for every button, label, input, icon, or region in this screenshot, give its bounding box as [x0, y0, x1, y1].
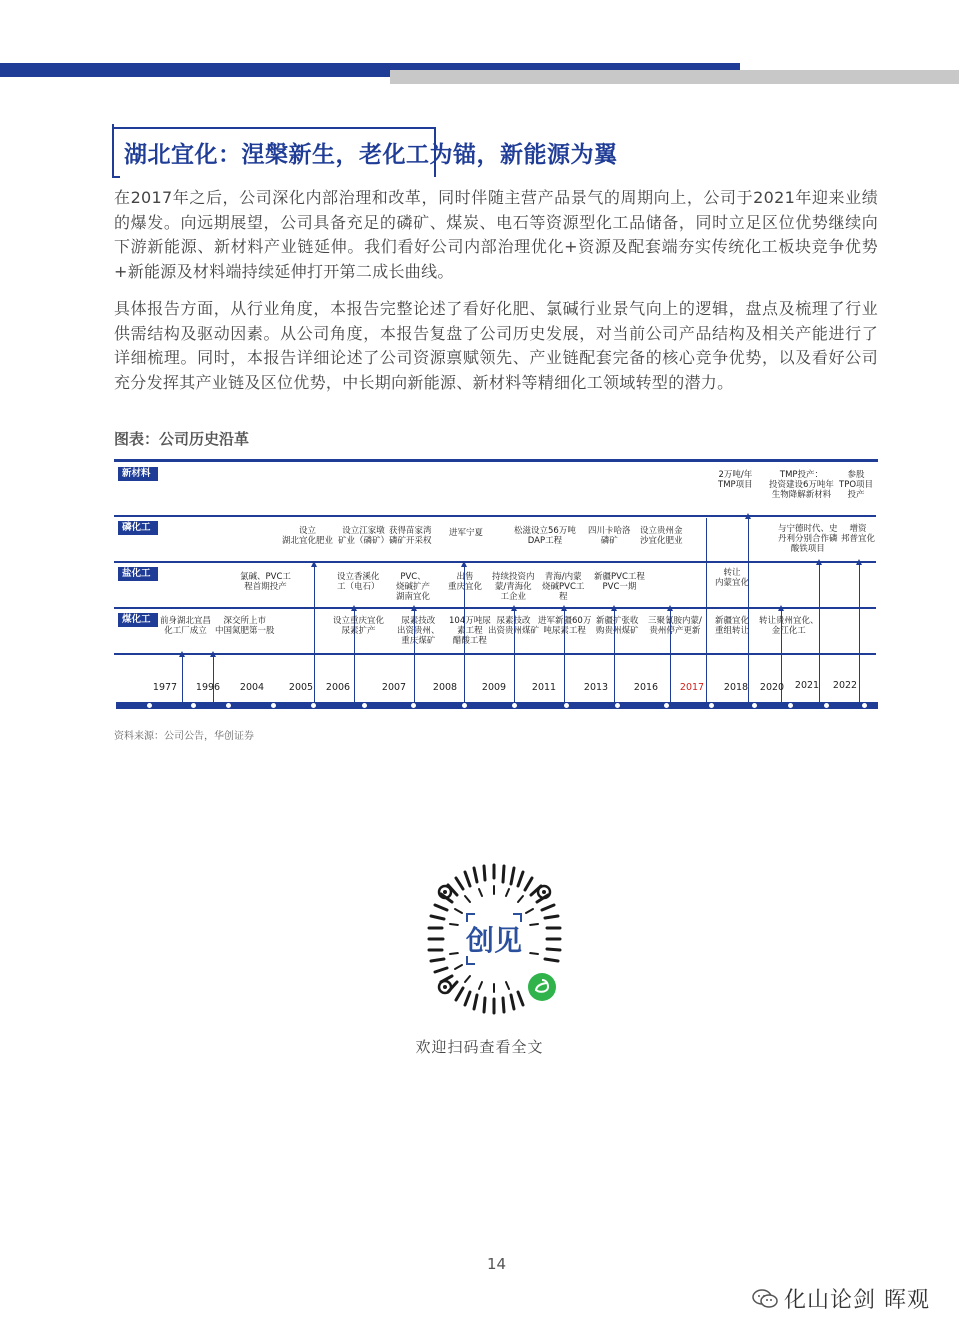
event-salt-3: PVC、 烧碱扩产 湖南宜化 [396, 572, 431, 602]
year-label: 2006 [325, 682, 351, 693]
year-label: 2011 [531, 682, 557, 693]
year-label-highlight: 2017 [679, 682, 705, 693]
event-salt-7: 新疆PVC工程 PVC一期 [594, 572, 645, 592]
year-label: 2020 [759, 682, 785, 693]
event-coal-10: 新疆宜化 重组转让 [715, 616, 750, 636]
category-salt: 盐化工 [118, 567, 158, 581]
event-coal-11: 转让贵州宜化、 金江化工 [759, 616, 819, 636]
event-coal-8: 新疆扩张收 购贵州煤矿 [596, 616, 639, 636]
title-frame-corner [112, 124, 120, 178]
event-new-materials-2: TMP投产： 投资建设6万吨年 生物降解新材料 [769, 470, 834, 500]
year-label: 2018 [723, 682, 749, 693]
timeline-dot [511, 702, 518, 709]
year-label: 2005 [288, 682, 314, 693]
mini-program-icon [528, 973, 556, 1001]
event-phosphorus-4: 进军宁夏 [449, 528, 484, 538]
event-salt-8: 转让 内蒙宜化 [715, 568, 750, 588]
event-phosphorus-6: 四川卡哈洛 磷矿 [588, 526, 631, 546]
event-salt-4: 出售 重庆宜化 [448, 572, 483, 592]
year-label: 1977 [152, 682, 178, 693]
category-new-materials: 新材料 [118, 467, 158, 481]
timeline-dot [361, 702, 368, 709]
event-coal-6: 尿素技改 出资贵州煤矿 [488, 616, 540, 636]
event-coal-5: 104万吨尿 素工程 醋酸工程 [449, 616, 491, 646]
qr-code[interactable] [417, 862, 572, 1017]
timeline-dot [146, 702, 153, 709]
timeline-dot [787, 702, 794, 709]
event-new-materials-3: 参股 TPO项目 投产 [839, 470, 874, 500]
event-coal-1: 前身湖北宜昌 化工厂成立 [160, 616, 212, 636]
timeline-arrow [748, 518, 749, 702]
row-divider [114, 607, 876, 609]
qr-caption: 欢迎扫码查看全文 [415, 1038, 544, 1056]
event-phosphorus-8: 与宁德时代、史 丹利分别合作磷 酸铁项目 [778, 524, 838, 554]
event-salt-1: 氯碱、PVC工 程首期投产 [240, 572, 291, 592]
year-label: 2016 [633, 682, 659, 693]
event-coal-7: 进军新疆60万 吨尿素工程 [538, 616, 592, 636]
event-salt-6: 青海/内蒙 烧碱PVC工 程 [542, 572, 585, 602]
event-phosphorus-5: 松滋设立56万吨 DAP工程 [514, 526, 576, 546]
timeline-dot [614, 702, 621, 709]
timeline-dot [270, 702, 277, 709]
timeline-dot [663, 702, 670, 709]
page-number: 14 [486, 1255, 507, 1273]
period-divider [706, 518, 707, 702]
year-label: 2021 [794, 680, 820, 691]
figure-title: 图表：公司历史沿革 [114, 430, 250, 448]
year-label: 2004 [239, 682, 265, 693]
event-phosphorus-2: 设立江家墩 矿业（磷矿） [338, 526, 390, 546]
year-label: 1996 [195, 682, 221, 693]
paragraph-2: 具体报告方面，从行业角度，本报告完整论述了看好化肥、氯碱行业景气向上的逻辑，盘点及梳理了行业供需结构及驱动因素。从公司角度，本报告复盘了公司历史发展，对当前公司产品结构及相关产能进行了详细梳理。同时，本报告详细论述了公司资源禀赋领先、产业链配套完备的核心竞争优势，以及看好公司充分发挥其产业链及区位优势，中长期向新能源、新材料等精细化工领域转型的潜力。 [114, 299, 878, 392]
timeline-dot [708, 702, 715, 709]
row-divider [114, 653, 876, 655]
row-divider [114, 515, 876, 517]
category-coal: 煤化工 [118, 613, 158, 627]
timeline-arrow [182, 656, 183, 702]
figure-source: 资料来源：公司公告，华创证券 [114, 731, 254, 742]
chart-frame-top [114, 459, 878, 462]
event-new-materials-1: 2万吨/年 TMP项目 [718, 470, 753, 490]
timeline-dot [310, 702, 317, 709]
qr-logo-text: 创见 [465, 924, 523, 957]
year-label: 2007 [381, 682, 407, 693]
header-bar-gray [390, 70, 959, 84]
qr-code-graphic [417, 862, 572, 1017]
category-phosphorus: 磷化工 [118, 521, 158, 535]
event-coal-9: 三聚氰胺内蒙/ 贵州停产更新 [648, 616, 702, 636]
timeline-dot [225, 702, 232, 709]
timeline-dot [410, 702, 417, 709]
section-title: 湖北宜化：涅槃新生，老化工为锚，新能源为翼 [124, 142, 618, 168]
event-salt-2: 设立香溪化 工（电石） [337, 572, 380, 592]
watermark [752, 1283, 930, 1314]
event-phosphorus-9: 增资 邦普宜化 [841, 524, 876, 544]
year-label: 2008 [432, 682, 458, 693]
event-phosphorus-1: 设立 湖北宜化肥业 [282, 526, 334, 546]
paragraph-1: 在2017年之后，公司深化内部治理和改革，同时伴随主营产品景气的周期向上，公司于2021年迎来业绩的爆发。向远期展望，公司具备充足的磷矿、煤炭、电石等资源型化工品储备，同时立足区位优势继续向下游新能源、新材料产业链延伸。我们看好公司内部治理优化+资源及配套端夯实传统化工板块竞争优势+新能源及材料端持续延伸打开第二成长曲线。 [114, 188, 878, 281]
event-coal-3: 设立重庆宜化 尿素扩产 [333, 616, 385, 636]
timeline-dot [823, 702, 830, 709]
history-timeline-chart [114, 456, 879, 714]
event-phosphorus-7: 设立贵州金 沙宜化肥业 [640, 526, 683, 546]
timeline-arrow [213, 656, 214, 702]
timeline-dot [190, 702, 197, 709]
year-label: 2022 [832, 680, 858, 691]
year-label: 2013 [583, 682, 609, 693]
timeline-dot [461, 702, 468, 709]
event-salt-5: 持续投资内 蒙/青海化 工企业 [492, 572, 535, 602]
wechat-icon [752, 1288, 778, 1310]
row-divider [114, 561, 876, 563]
event-coal-2: 深交所上市 中国氮肥第一股 [215, 616, 275, 636]
watermark-text: 化山论剑 晖观 [784, 1288, 930, 1313]
timeline-dot [861, 702, 868, 709]
year-label: 2009 [481, 682, 507, 693]
event-phosphorus-3: 获得苗家湾 磷矿开采权 [389, 526, 432, 546]
timeline-dot [563, 702, 570, 709]
timeline-dot [751, 702, 758, 709]
event-coal-4: 尿素技改 出资贵州、 重庆煤矿 [397, 616, 440, 646]
